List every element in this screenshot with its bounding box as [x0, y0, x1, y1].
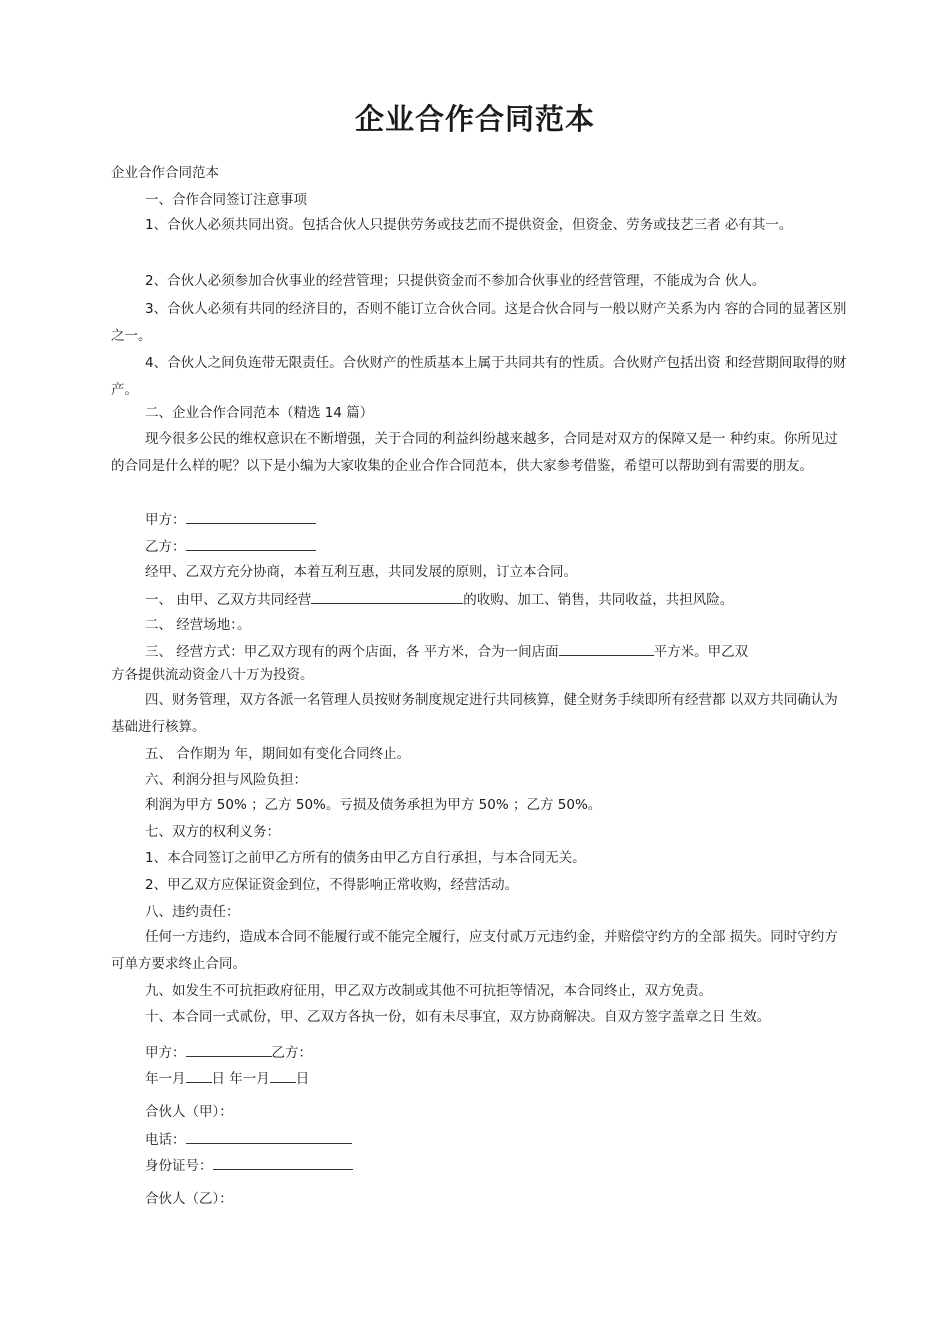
clause-3-prefix: 三、 经营方式：甲乙双方现有的两个店面，各 平方米，合为一间店面 [145, 644, 559, 660]
clause-3 [145, 642, 748, 661]
signature-party-b-label: 乙方： [271, 1045, 312, 1061]
partner-a-phone [145, 1130, 352, 1149]
clause-8-text: 任何一方违约，造成本合同不能履行或不能完全履行，应支付贰万元违约金，并赔偿守约方的全部 损失。同时守约方可单方要求终止合同。 [111, 929, 838, 972]
party-a-label: 甲方： [145, 512, 186, 528]
clause-7-item-1: 1、本合同签订之前甲乙方所有的债务由甲乙方自行承担，与本合同无关。 [145, 850, 586, 866]
clause-1-suffix: 的收购、加工、销售，共同收益，共担风险。 [463, 592, 734, 608]
clause-9: 九、如发生不可抗拒政府征用，甲乙双方改制或其他不可抗拒等情况，本合同终止，双方免责。 [145, 983, 712, 999]
section2-intro: 现今很多公民的维权意识在不断增强，关于合同的利益纠纷越来越多，合同是对双方的保障又是一 种约束。你所见过的合同是什么样的呢？以下是小编为大家收集的企业合作合同范本，供大家参考借鉴，希望可以帮助到有需要的朋友。 [111, 431, 838, 474]
section1-item-2: 2、合伙人必须参加合伙事业的经营管理；只提供资金而不参加合伙事业的经营管理，不能成为合 伙人。 [145, 273, 766, 289]
party-a-blank [186, 510, 316, 524]
clause-5: 五、 合作期为 年，期间如有变化合同终止。 [145, 746, 411, 762]
party-b-blank [186, 537, 316, 551]
signature-date [145, 1069, 309, 1088]
section1-item-3: 3、合伙人必须有共同的经济目的，否则不能订立合伙合同。这是合伙合同与一般以财产关系为内 容的合同的显著区别之一。 [111, 301, 847, 344]
document-subtitle: 企业合作合同范本 [111, 165, 219, 181]
clause-3-suffix: 平方米。甲乙双 [653, 644, 749, 660]
date-day-blank-b [270, 1069, 296, 1083]
date-day-label: 日 [295, 1071, 310, 1087]
clause-4: 四、财务管理，双方各派一名管理人员按财务制度规定进行共同核算，健全财务手续即所有经营都 以双方共同确认为基础进行核算。 [111, 692, 838, 735]
clause-1-blank [311, 590, 463, 604]
partner-a-label: 合伙人（甲）： [145, 1104, 233, 1120]
partner-a-id [145, 1156, 353, 1175]
phone-blank [186, 1130, 352, 1144]
date-year-month-b: 日 年一月 [211, 1071, 270, 1087]
section1-heading: 一、合作合同签订注意事项 [145, 192, 307, 208]
clause-1 [145, 590, 733, 609]
party-b-label: 乙方： [145, 539, 186, 555]
clause-2: 二、 经营场地：。 [145, 617, 251, 633]
clause-3-continued: 方各提供流动资金八十万为投资。 [111, 667, 314, 683]
clause-10: 十、本合同一式贰份，甲、乙双方各执一份，如有未尽事宜，双方协商解决。自双方签字盖章之日 生效。 [145, 1009, 771, 1025]
clause-7-heading: 七、双方的权利义务： [145, 824, 280, 840]
clause-6-text: 利润为甲方 50% ；乙方 50%。亏损及债务承担为甲方 50% ；乙方 50%。 [145, 797, 602, 813]
partner-b-label: 合伙人（乙）： [145, 1191, 233, 1207]
document-title: 企业合作合同范本 [354, 102, 595, 136]
id-card-blank [213, 1156, 353, 1170]
signature-parties [145, 1043, 312, 1062]
clause-1-prefix: 一、 由甲、乙双方共同经营 [145, 592, 312, 608]
id-card-label: 身份证号： [145, 1158, 213, 1174]
clause-3-blank [559, 642, 654, 656]
contract-preamble: 经甲、乙双方充分协商，本着互利互惠，共同发展的原则，订立本合同。 [145, 564, 577, 580]
phone-label: 电话： [145, 1132, 186, 1148]
date-day-blank-a [186, 1069, 212, 1083]
signature-party-a-blank [186, 1043, 272, 1057]
date-year-month-a: 年一月 [145, 1071, 186, 1087]
clause-8-heading: 八、违约责任： [145, 904, 240, 920]
signature-party-a-label: 甲方： [145, 1045, 186, 1061]
party-a-line [145, 510, 316, 529]
section1-item-1: 1、合伙人必须共同出资。包括合伙人只提供劳务或技艺而不提供资金，但资金、劳务或技艺三者 必有其一。 [145, 217, 793, 233]
clause-6-heading: 六、利润分担与风险负担： [145, 772, 307, 788]
clause-7-item-2: 2、甲乙双方应保证资金到位，不得影响正常收购，经营活动。 [145, 877, 519, 893]
section1-item-4: 4、合伙人之间负连带无限责任。合伙财产的性质基本上属于共同共有的性质。合伙财产包括出资 和经营期间取得的财产。 [111, 355, 847, 398]
party-b-line [145, 537, 316, 556]
section2-heading: 二、企业合作合同范本（精选 14 篇） [145, 405, 374, 421]
